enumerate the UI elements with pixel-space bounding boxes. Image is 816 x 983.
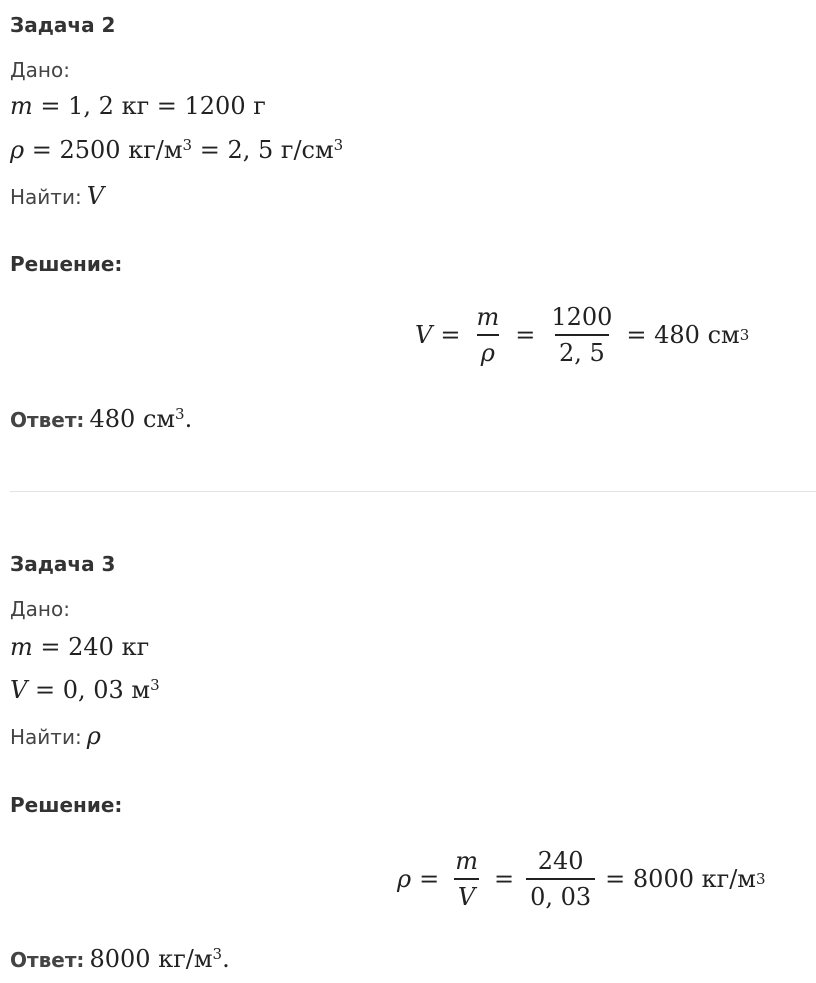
task2-title: Задача 2 xyxy=(10,13,116,37)
fraction-numeric xyxy=(547,304,616,367)
task3-find-line xyxy=(10,722,101,750)
fraction-numerator: 1200 xyxy=(551,303,613,331)
task3-volume-line xyxy=(10,676,160,704)
density-converted-exponent: 3 xyxy=(333,135,344,154)
task2-density-line xyxy=(10,136,343,164)
equals-sign: = xyxy=(493,865,515,894)
find-symbol: V xyxy=(86,182,105,210)
mass-value: = 240 кг xyxy=(40,633,150,661)
volume-value: = 0, 03 м xyxy=(34,676,151,704)
density-value-converted: = 2, 5 г/см xyxy=(192,136,334,164)
formula-result: = 480 см xyxy=(626,321,740,350)
find-label: Найти: xyxy=(10,725,82,749)
task3-mass-line xyxy=(10,633,149,661)
answer-value: 480 см xyxy=(89,405,176,433)
fraction-numerator: m xyxy=(455,847,478,875)
find-symbol: ρ xyxy=(86,722,101,750)
density-exponent: 3 xyxy=(182,135,193,154)
task3-solution-label: Решение: xyxy=(10,793,123,817)
formula-lhs: ρ xyxy=(397,865,412,894)
fraction-denominator: V xyxy=(454,878,479,910)
answer-value: 8000 кг/м xyxy=(89,945,213,973)
section-divider xyxy=(10,491,816,492)
fraction-numeric xyxy=(526,848,595,911)
answer-label: Ответ: xyxy=(10,948,85,972)
equals-sign: = xyxy=(515,321,536,350)
task2-formula: V = $\frac{m}{\rho}$ = $\frac{1200}{2, 5}$ = 480 см 3 xyxy=(415,303,750,368)
fraction-symbolic xyxy=(472,304,503,367)
mass-value: = 1, 2 кг = 1200 г xyxy=(40,92,266,120)
task3-title: Задача 3 xyxy=(10,552,116,576)
fraction-denominator: ρ xyxy=(477,334,499,366)
answer-label: Ответ: xyxy=(10,408,85,432)
formula-lhs: V xyxy=(415,321,433,350)
equals-sign: = xyxy=(440,321,461,350)
task3-formula: ρ = $\frac{m}{V}$ = $\frac{240}{0, 03}$ = 8000 кг/м 3 xyxy=(397,847,766,912)
find-label: Найти: xyxy=(10,185,82,209)
answer-exponent: 3 xyxy=(212,944,223,963)
fraction-numerator: 240 xyxy=(537,847,584,875)
task2-solution-label: Решение: xyxy=(10,252,123,276)
task3-answer-line xyxy=(10,945,230,973)
answer-exponent: 3 xyxy=(175,404,185,423)
mass-symbol: m xyxy=(10,633,33,661)
density-value: = 2500 кг/м xyxy=(31,136,183,164)
fraction-numerator: m xyxy=(476,303,500,331)
fraction-denominator: 2, 5 xyxy=(555,334,609,366)
task3-given-label: Дано: xyxy=(10,597,70,621)
task2-find-line xyxy=(10,182,104,210)
task2-mass-line xyxy=(10,92,266,120)
task2-answer-line xyxy=(10,405,192,433)
fraction-symbolic xyxy=(451,848,482,911)
task2-given-label: Дано: xyxy=(10,58,70,82)
equals-sign: = xyxy=(419,865,440,894)
mass-symbol: m xyxy=(10,92,33,120)
formula-result: = 8000 кг/м xyxy=(605,865,756,894)
answer-period: . xyxy=(222,945,230,973)
volume-exponent: 3 xyxy=(150,675,160,694)
answer-period: . xyxy=(184,405,193,433)
density-symbol: ρ xyxy=(10,136,25,164)
volume-symbol: V xyxy=(10,676,28,704)
fraction-denominator: 0, 03 xyxy=(526,878,595,910)
